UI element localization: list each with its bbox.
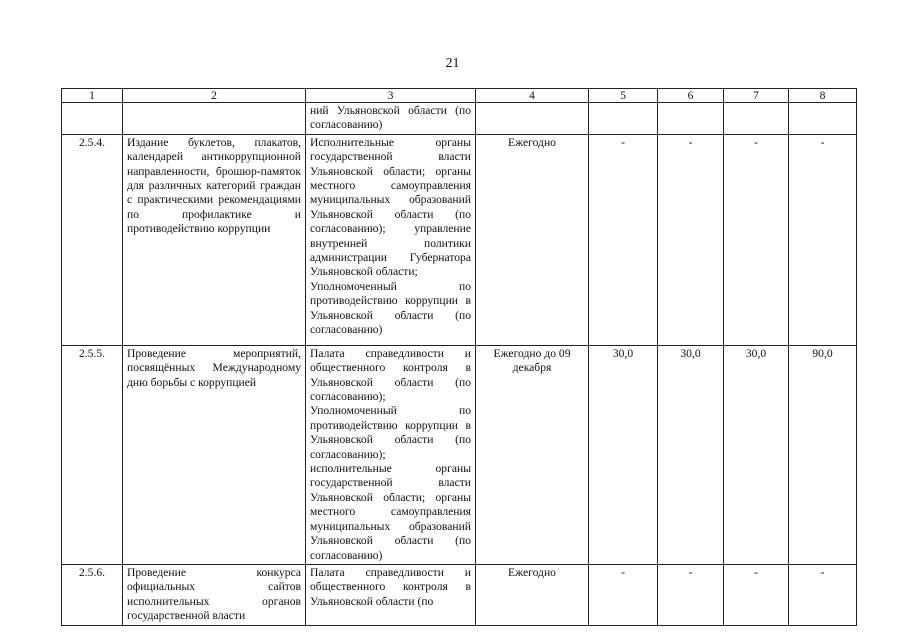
item-value-8: 90,0 xyxy=(789,345,857,564)
executors-text: Исполнительные органы государственной власти Ульяновской области; органы местного самоуправления муниципальных образований Ульяновской области (по согласованию); управление внутренней политики администрации Губернатора Ульяновской области; xyxy=(310,135,471,279)
column-header: 7 xyxy=(724,89,789,103)
plan-table xyxy=(61,88,857,626)
item-term: Ежегодно xyxy=(476,564,589,625)
item-name: Проведение мероприятий, посвящённых Международному дню борьбы с коррупцией xyxy=(123,345,306,564)
executors-text: Палата справедливости и общественного контроля в Ульяновской области (по согласованию); Уполномоченный по противодействию коррупции в Ульяновской области (по согласованию); xyxy=(310,346,471,461)
item-value-6: - xyxy=(658,134,724,345)
executors-text: Уполномоченный по противодействию коррупции в Ульяновской области (по согласованию) xyxy=(310,279,471,337)
item-name: Проведение конкурса официальных сайтов исполнительных органов государственной власти xyxy=(123,564,306,625)
item-name: Издание буклетов, плакатов, календарей антикоррупционной направленности, брошюр-памяток для различных категорий граждан с практическими рекомендациями по профилактике и противодействию коррупции xyxy=(123,134,306,345)
item-executors xyxy=(306,345,476,564)
table-row xyxy=(62,134,857,345)
executors-text: исполнительные органы государственной власти Ульяновской области; органы местного самоуправления муниципальных образований Ульяновской области (по согласованию) xyxy=(310,462,471,562)
item-value-7: 30,0 xyxy=(724,345,789,564)
item-term: Ежегодно xyxy=(476,134,589,345)
item-value-7: - xyxy=(724,134,789,345)
item-name xyxy=(123,103,306,135)
item-value-7: - xyxy=(724,564,789,625)
table-row xyxy=(62,345,857,564)
item-number: 2.5.6. xyxy=(62,564,123,625)
item-number: 2.5.4. xyxy=(62,134,123,345)
item-value-6: 30,0 xyxy=(658,345,724,564)
item-executors xyxy=(306,103,476,135)
item-value-5: 30,0 xyxy=(589,345,658,564)
item-value-5 xyxy=(589,103,658,135)
item-value-5: - xyxy=(589,134,658,345)
item-value-6 xyxy=(658,103,724,135)
item-value-8: - xyxy=(789,564,857,625)
item-executors xyxy=(306,564,476,625)
item-value-7 xyxy=(724,103,789,135)
column-header: 1 xyxy=(62,89,123,103)
table-row xyxy=(62,103,857,135)
column-header: 2 xyxy=(123,89,306,103)
executors-text: Палата справедливости и общественного контроля в Ульяновской области (по xyxy=(310,565,471,608)
item-value-8: - xyxy=(789,134,857,345)
item-number: 2.5.5. xyxy=(62,345,123,564)
item-number xyxy=(62,103,123,135)
item-value-8 xyxy=(789,103,857,135)
item-executors xyxy=(306,134,476,345)
item-term xyxy=(476,103,589,135)
page-number: 21 xyxy=(445,56,460,71)
column-header: 3 xyxy=(306,89,476,103)
item-value-5: - xyxy=(589,564,658,625)
column-header: 4 xyxy=(476,89,589,103)
item-value-6: - xyxy=(658,564,724,625)
table-header-row xyxy=(62,89,857,103)
executors-text: ний Ульяновской области (по согласованию) xyxy=(310,104,471,132)
table-row xyxy=(62,564,857,625)
item-term: Ежегодно до 09 декабря xyxy=(476,345,589,564)
column-header: 8 xyxy=(789,89,857,103)
column-header: 6 xyxy=(658,89,724,103)
column-header: 5 xyxy=(589,89,658,103)
